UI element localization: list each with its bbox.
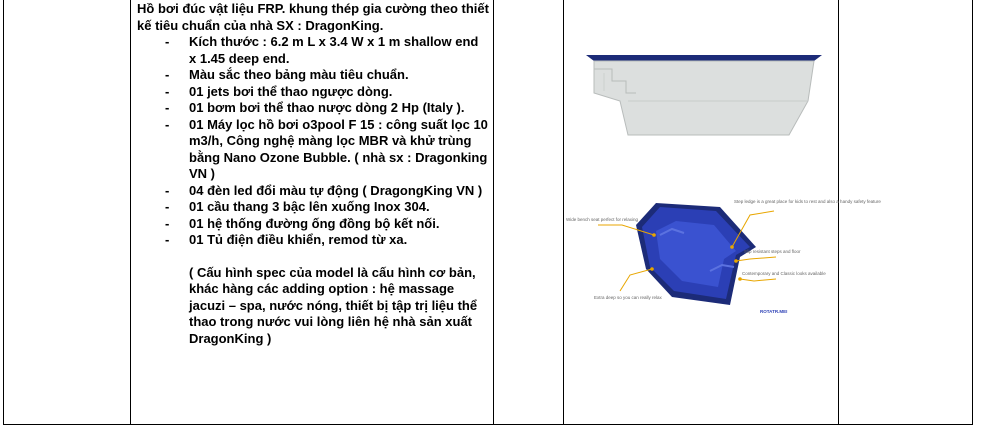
image-cell <box>564 0 881 425</box>
label-step-ledge: Step ledge is a great place for kids to rest and also a handy safety feature <box>734 199 881 204</box>
empty-cell <box>494 0 564 425</box>
brand-logo: ROTATR.MEI <box>760 309 788 314</box>
list-item: - 04 đèn led đổi màu tự động ( DragongKing VN ) <box>137 183 489 200</box>
list-item: - 01 cầu thang 3 bậc lên xuống Inox 304. <box>137 199 489 216</box>
label-contemporary: Contemporary and Classic looks available <box>742 271 826 276</box>
label-deep: Extra deep so you can really relax <box>594 295 662 300</box>
list-item: - 01 hệ thống đường ống đồng bộ kết nối. <box>137 216 489 233</box>
pool-side-view-image <box>584 45 824 145</box>
list-item: - 01 Tủ điện điều khiển, remod từ xa. <box>137 232 489 249</box>
list-item: - 01 bơm bơi thể thao nược dòng 2 Hp (Italy ). <box>137 100 489 117</box>
feature-list <box>137 34 489 249</box>
label-slip: Slip resistant steps and floor <box>744 249 801 254</box>
list-item: - 01 jets bơi thể thao ngược dòng. <box>137 84 489 101</box>
price-cell <box>839 0 973 425</box>
list-item: - 01 Máy lọc hồ bơi o3pool F 15 : công suất lọc 10 m3/h, Công nghệ màng lọc MBR và khử trùng bằng Nano Ozone Bubble. ( nhà sx : Dragonking VN ) <box>137 117 489 183</box>
config-note: ( Cấu hình spec của model là cấu hình cơ bản, khác hàng các adding option : hệ massage jacuzi – spa, nước nóng, thiết bị tập trị liệu thể thao trong nước vui lòng liên hệ nhà sản xuất DragonKing ) <box>189 264 478 346</box>
intro-text: Hồ bơi đúc vật liệu FRP. khung thép gia cường theo thiết kế tiêu chuẩn của nhà SX : DragonKing. <box>137 1 489 33</box>
model-cell <box>4 0 131 425</box>
table-row <box>4 0 973 425</box>
spec-table <box>3 0 973 425</box>
list-item: - Màu sắc theo bảng màu tiêu chuẩn. <box>137 67 489 84</box>
list-item: - Kích thước : 6.2 m L x 3.4 W x 1 m shallow end x 1.45 deep end. <box>137 34 489 67</box>
label-bench: Wide bench seat perfect for relaxing <box>566 217 639 222</box>
description-cell <box>131 0 494 425</box>
pool-3d-diagram-image <box>564 195 881 325</box>
